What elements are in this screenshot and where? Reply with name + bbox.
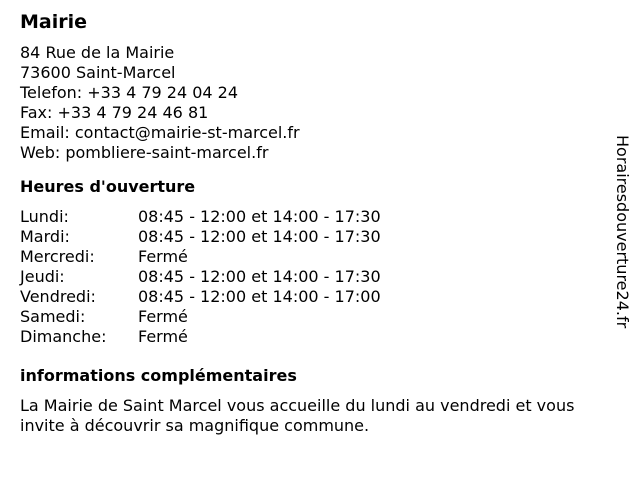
- day-label: Mardi:: [20, 227, 70, 246]
- fax-line: Fax: +33 4 79 24 46 81: [20, 103, 209, 122]
- hours-table: [20, 207, 620, 347]
- page-title: Mairie: [20, 11, 88, 33]
- hours-row-wednesday: [20, 247, 620, 267]
- hours-row-friday: [20, 287, 620, 307]
- day-label: Mercredi:: [20, 247, 95, 266]
- phone-line: Telefon: +33 4 79 24 04 24: [20, 83, 239, 102]
- email-line: Email: contact@mairie-st-marcel.fr: [20, 123, 300, 142]
- time-value: 08:45 - 12:00 et 14:00 - 17:00: [138, 287, 381, 306]
- info-text: La Mairie de Saint Marcel vous accueille du lundi au vendredi et vous invite à découvrir sa magnifique commune.: [20, 396, 575, 435]
- hours-row-sunday: [20, 327, 620, 347]
- hours-row-thursday: [20, 267, 620, 287]
- hours-heading: Heures d'ouverture: [20, 177, 196, 196]
- time-value: 08:45 - 12:00 et 14:00 - 17:30: [138, 267, 381, 286]
- hours-row-monday: [20, 207, 620, 227]
- time-value: Fermé: [138, 307, 188, 326]
- hours-row-tuesday: [20, 227, 620, 247]
- info-heading: informations complémentaires: [20, 366, 297, 385]
- time-value: 08:45 - 12:00 et 14:00 - 17:30: [138, 227, 381, 246]
- address-line-1: 84 Rue de la Mairie: [20, 43, 175, 62]
- contact-block: [20, 43, 620, 163]
- web-line: Web: pombliere-saint-marcel.fr: [20, 143, 269, 162]
- hours-row-saturday: [20, 307, 620, 327]
- site-watermark: Horairesdouverture24.fr: [613, 135, 632, 329]
- time-value: Fermé: [138, 327, 188, 346]
- address-line-2: 73600 Saint-Marcel: [20, 63, 176, 82]
- info-card: [20, 10, 620, 436]
- day-label: Dimanche:: [20, 327, 107, 346]
- day-label: Vendredi:: [20, 287, 96, 306]
- day-label: Lundi:: [20, 207, 69, 226]
- day-label: Samedi:: [20, 307, 86, 326]
- time-value: Fermé: [138, 247, 188, 266]
- day-label: Jeudi:: [20, 267, 65, 286]
- time-value: 08:45 - 12:00 et 14:00 - 17:30: [138, 207, 381, 226]
